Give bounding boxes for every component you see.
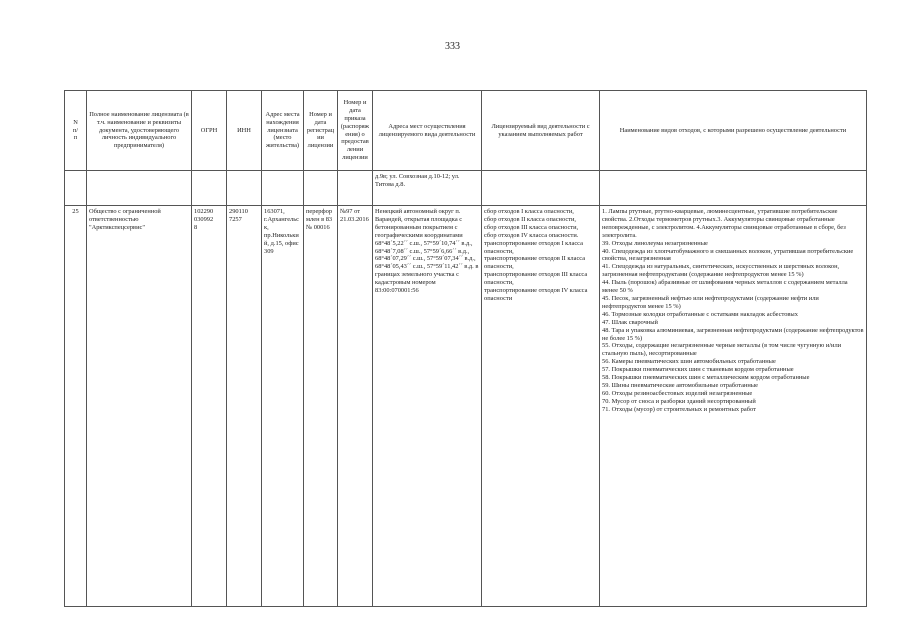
continuation-address-cell: д.9в; ул. Совхозная д.10-12; ул. Титова д.8. [373, 171, 482, 206]
row-license-no: перерформлен в 83 № 00016 [304, 206, 338, 607]
row-waste-types: 1. Лампы ртутные, ртутно-кварцевые, люминесцентные, утратившие потребительские свойства. 2.Отходы термометров ртутных.3. Аккумуляторы свинцовые отработанные неповрежденные, с электролитом. 4.Аккумуляторы свинцовые отработанные в сборе, без электролита. 39. Отходы линолеума незагрязненные 40. Спецодежда из хлопчатобумажного и смешанных волокон, утратившая потребительские свойства, незагрязненная 41. Спецодежда из натуральных, синтетических, искусственных и шерстяных волокон, загрязненная нефтепродуктами (содержание нефтепродуктов менее 15 %) 44. Пыль (порошок) абразивные от шлифования черных металлов с содержанием металла менее 50 % 45. Песок, загрязненный нефтью или нефтепродуктами (содержание нефти или нефтепродуктов менее 15 %) 46. Тормозные колодки отработанные с остатками накладок асбестовых 47. Шлак сварочный 48. Тара и упаковка алюминиевая, загрязненная нефтепродуктами (содержание нефтепродуктов не более 15 %) 55. Отходы, содержащие незагрязненные черные металлы (в том числе чугунную и/или стальную пыль), несортированные 56. Камеры пневматических шин автомобильных отработанные 57. Покрышки пневматических шин с тканевым кордом отработанные 58. Покрышки пневматических шин с металлическим кордом отработанные 59. Шины пневматические автомобильные отработанные 60. Отходы резиноасбестовых изделий незагрязненные 70. Мусор от сноса и разборки зданий несортированный 71. Отходы (мусор) от строительных и ремонтных работ [600, 206, 867, 607]
row-order: №97 от 21.03.2016 [338, 206, 373, 607]
header-inn: ИНН [227, 91, 262, 171]
header-address: Адрес места нахождения лицензиата (место жительства) [262, 91, 304, 171]
header-activity-type: Лицензируемый вид деятельности с указанием выполняемых работ [482, 91, 600, 171]
row-address: 163071, г.Архангельск, пр.Николький, д.15, офис 309 [262, 206, 304, 607]
table-row [65, 206, 867, 607]
header-name: Полное наименование лицензиата (в т.ч. наименование и реквизиты документа, удостоверяющего личность индивидуального предпринимателя) [87, 91, 192, 171]
header-waste-types: Наименование видов отходов, с которыми разрешено осуществление деятельности [600, 91, 867, 171]
row-activity-type: сбор отходов I класса опасности, сбор отходов II класса опасности, сбор отходов III класса опасности, сбор отходов IV класса опасности. транспортирование отходов I класса опасности, транспортирование отходов II класса опасности, транспортирование отходов III класса опасности, транспортирование отходов IV класса опасности [482, 206, 600, 607]
row-ogrn: 102290 030992 8 [192, 206, 227, 607]
row-num: 25 [65, 206, 87, 607]
row-name: Общество с ограниченной ответственностью "Арктикспецсервис" [87, 206, 192, 607]
continuation-row [65, 171, 867, 206]
header-ogrn: ОГРН [192, 91, 227, 171]
row-activity-address: Ненецкий автономный округ п. Варандей, открытая площадка с бетонированным покрытием с географическими координатами 68°48´5,22´´ с.ш., 57°59´10,74´´ в.д., 68°48´7,08´´ с.ш., 57°59´6,66´´ в.д., 68°48´07,29´´ с.ш., 57°59´07,34´´ в.д., 68°48´05,43´´ с.ш., 57°59´11,42´´ в.д. в границах земельного участка с кадастровым номером 83:00:070001:56 [373, 206, 482, 607]
header-activity-address: Адреса мест осуществления лицензируемого вида деятельности [373, 91, 482, 171]
row-inn: 290110 7257 [227, 206, 262, 607]
header-num: N п/ п [65, 91, 87, 171]
header-order: Номер и дата приказа (распоряжения) о предоставлении лицензии [338, 91, 373, 171]
table-header-row [65, 91, 867, 171]
license-register-table [64, 90, 867, 607]
page-number: 333 [445, 41, 460, 52]
header-license-no: Номер и дата регистрации лицензии [304, 91, 338, 171]
